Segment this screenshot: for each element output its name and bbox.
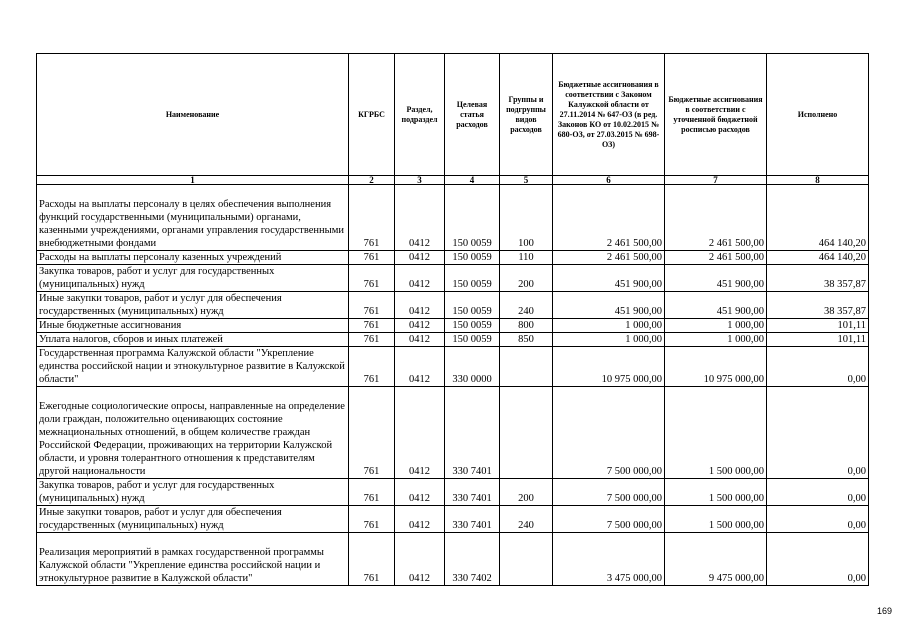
row-budget-list: 1 000,00	[665, 333, 767, 347]
row-group: 100	[500, 185, 553, 251]
table-row	[37, 319, 869, 333]
row-target: 150 0059	[445, 319, 500, 333]
row-budget-list: 10 975 000,00	[665, 347, 767, 387]
row-budget-law: 7 500 000,00	[553, 479, 665, 506]
header-row	[37, 54, 869, 176]
header-target: Целевая статья расходов	[445, 54, 500, 176]
header-name: Наименование	[37, 54, 349, 176]
row-group: 200	[500, 265, 553, 292]
row-executed: 0,00	[767, 387, 869, 479]
row-section: 0412	[395, 185, 445, 251]
row-budget-law: 10 975 000,00	[553, 347, 665, 387]
row-name: Закупка товаров, работ и услуг для государственных (муниципальных) нужд	[37, 265, 349, 292]
row-group	[500, 533, 553, 586]
table-row	[37, 333, 869, 347]
column-number-row	[37, 176, 869, 185]
column-number: 5	[500, 176, 553, 185]
column-number: 8	[767, 176, 869, 185]
row-budget-law: 7 500 000,00	[553, 506, 665, 533]
row-section: 0412	[395, 251, 445, 265]
table-row	[37, 251, 869, 265]
row-budget-list: 1 000,00	[665, 319, 767, 333]
row-section: 0412	[395, 387, 445, 479]
table-row	[37, 347, 869, 387]
table-row	[37, 292, 869, 319]
row-budget-list: 1 500 000,00	[665, 506, 767, 533]
budget-table	[36, 53, 869, 586]
row-section: 0412	[395, 265, 445, 292]
row-budget-list: 451 900,00	[665, 265, 767, 292]
row-target: 330 7401	[445, 387, 500, 479]
row-executed: 101,11	[767, 319, 869, 333]
row-target: 330 7401	[445, 506, 500, 533]
row-section: 0412	[395, 333, 445, 347]
table-row	[37, 265, 869, 292]
table-row	[37, 506, 869, 533]
row-name: Реализация мероприятий в рамках государственной программы Калужской области "Укрепление единства российской нации и этнокультурное развитие в Калужской области"	[37, 533, 349, 586]
row-executed: 0,00	[767, 533, 869, 586]
row-budget-law: 1 000,00	[553, 333, 665, 347]
row-executed: 38 357,87	[767, 265, 869, 292]
row-budget-list: 1 500 000,00	[665, 479, 767, 506]
row-executed: 0,00	[767, 347, 869, 387]
row-executed: 101,11	[767, 333, 869, 347]
column-number: 3	[395, 176, 445, 185]
row-kgrbs: 761	[349, 479, 395, 506]
row-name: Иные бюджетные ассигнования	[37, 319, 349, 333]
row-budget-law: 451 900,00	[553, 265, 665, 292]
row-kgrbs: 761	[349, 387, 395, 479]
row-executed: 464 140,20	[767, 185, 869, 251]
row-section: 0412	[395, 319, 445, 333]
row-budget-law: 2 461 500,00	[553, 185, 665, 251]
row-budget-list: 451 900,00	[665, 292, 767, 319]
row-section: 0412	[395, 292, 445, 319]
table-row	[37, 185, 869, 251]
row-group	[500, 347, 553, 387]
row-section: 0412	[395, 506, 445, 533]
table-row	[37, 387, 869, 479]
row-target: 150 0059	[445, 292, 500, 319]
column-number: 1	[37, 176, 349, 185]
row-name: Закупка товаров, работ и услуг для государственных (муниципальных) нужд	[37, 479, 349, 506]
header-budget-list: Бюджетные ассигнования в соответствии с уточненной бюджетной росписью расходов	[665, 54, 767, 176]
row-executed: 0,00	[767, 479, 869, 506]
row-kgrbs: 761	[349, 265, 395, 292]
row-budget-list: 9 475 000,00	[665, 533, 767, 586]
row-section: 0412	[395, 479, 445, 506]
column-number: 6	[553, 176, 665, 185]
header-budget-law: Бюджетные ассигнования в соответствии с Законом Калужской области от 27.11.2014 № 647-ОЗ (в ред. Законов КО от 10.02.2015 № 680-ОЗ, от 27.03.2015 № 698-ОЗ)	[553, 54, 665, 176]
row-executed: 0,00	[767, 506, 869, 533]
row-name: Расходы на выплаты персоналу в целях обеспечения выполнения функций государственными (муниципальными) органами, казенными учреждениями, органами управления государственными внебюджетными фондами	[37, 185, 349, 251]
row-target: 150 0059	[445, 265, 500, 292]
table-body	[37, 185, 869, 586]
column-number: 2	[349, 176, 395, 185]
row-target: 330 0000	[445, 347, 500, 387]
row-kgrbs: 761	[349, 251, 395, 265]
row-kgrbs: 761	[349, 533, 395, 586]
row-target: 150 0059	[445, 185, 500, 251]
row-kgrbs: 761	[349, 333, 395, 347]
row-budget-list: 2 461 500,00	[665, 251, 767, 265]
row-group: 110	[500, 251, 553, 265]
row-group: 850	[500, 333, 553, 347]
row-target: 330 7401	[445, 479, 500, 506]
row-name: Уплата налогов, сборов и иных платежей	[37, 333, 349, 347]
table-row	[37, 479, 869, 506]
row-name: Государственная программа Калужской области "Укрепление единства российской нации и этнокультурное развитие в Калужской области"	[37, 347, 349, 387]
row-kgrbs: 761	[349, 347, 395, 387]
row-budget-law: 1 000,00	[553, 319, 665, 333]
header-executed: Исполнено	[767, 54, 869, 176]
row-budget-law: 7 500 000,00	[553, 387, 665, 479]
row-section: 0412	[395, 533, 445, 586]
row-budget-list: 2 461 500,00	[665, 185, 767, 251]
page-number: 169	[877, 606, 893, 616]
row-kgrbs: 761	[349, 185, 395, 251]
row-kgrbs: 761	[349, 506, 395, 533]
table-row	[37, 533, 869, 586]
header-section: Раздел, подраздел	[395, 54, 445, 176]
row-group: 240	[500, 506, 553, 533]
row-name: Иные закупки товаров, работ и услуг для обеспечения государственных (муниципальных) нужд	[37, 506, 349, 533]
row-kgrbs: 761	[349, 292, 395, 319]
row-budget-list: 1 500 000,00	[665, 387, 767, 479]
row-budget-law: 2 461 500,00	[553, 251, 665, 265]
row-name: Иные закупки товаров, работ и услуг для обеспечения государственных (муниципальных) нужд	[37, 292, 349, 319]
row-name: Расходы на выплаты персоналу казенных учреждений	[37, 251, 349, 265]
row-budget-law: 3 475 000,00	[553, 533, 665, 586]
row-group	[500, 387, 553, 479]
row-group: 240	[500, 292, 553, 319]
row-name: Ежегодные социологические опросы, направленные на определение доли граждан, положительно оценивающих состояние межнациональных отношений, в общем количестве граждан Российской Федерации, проживающих на территории Калужской области, и уровня толерантного отношения к представителям другой национальности	[37, 387, 349, 479]
row-budget-law: 451 900,00	[553, 292, 665, 319]
row-target: 150 0059	[445, 333, 500, 347]
header-group: Группы и подгруппы видов расходов	[500, 54, 553, 176]
row-target: 330 7402	[445, 533, 500, 586]
row-section: 0412	[395, 347, 445, 387]
row-executed: 464 140,20	[767, 251, 869, 265]
row-group: 200	[500, 479, 553, 506]
column-number: 7	[665, 176, 767, 185]
row-kgrbs: 761	[349, 319, 395, 333]
row-group: 800	[500, 319, 553, 333]
row-target: 150 0059	[445, 251, 500, 265]
header-kgrbs: КГРБС	[349, 54, 395, 176]
row-executed: 38 357,87	[767, 292, 869, 319]
column-number: 4	[445, 176, 500, 185]
